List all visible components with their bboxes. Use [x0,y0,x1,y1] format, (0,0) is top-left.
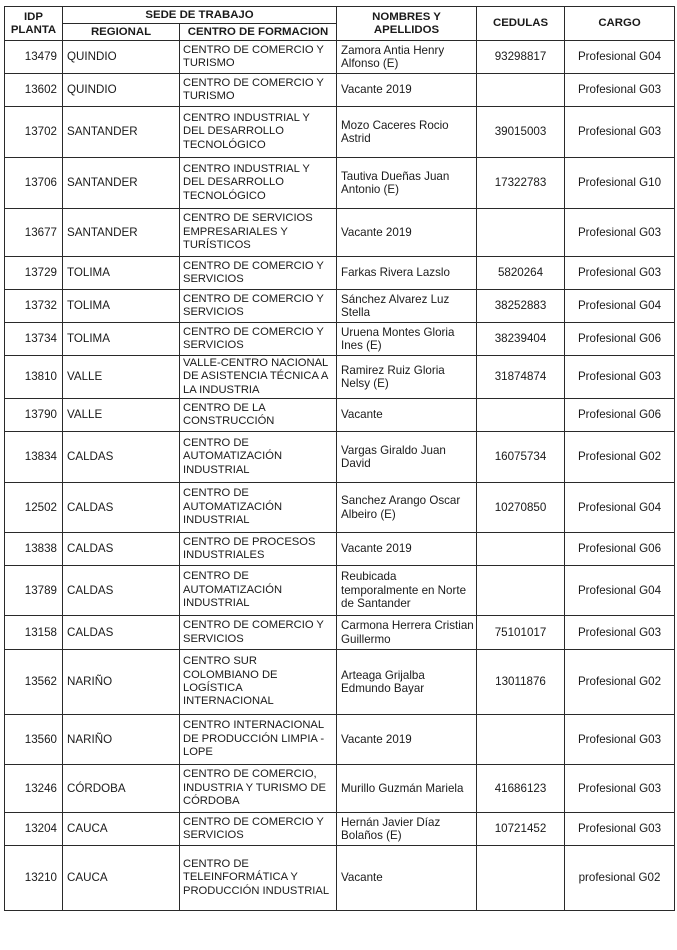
cargo-cell: Profesional G06 [565,323,675,356]
cedula-cell: 10721452 [477,813,565,846]
idp-cell: 13790 [5,399,63,432]
nombre-cell: Vacante 2019 [337,533,477,566]
table-row [5,813,675,846]
idp-cell: 13158 [5,616,63,650]
header-cargo: CARGO [565,7,675,41]
cedula-cell: 10270850 [477,483,565,533]
cargo-cell: Profesional G03 [565,209,675,257]
cargo-cell: Profesional G10 [565,158,675,209]
nombre-cell: Reubicada temporalmente en Norte de Santander [337,566,477,616]
nombre-cell: Zamora Antia Henry Alfonso (E) [337,41,477,74]
table-row [5,650,675,715]
nombre-cell: Uruena Montes Gloria Ines (E) [337,323,477,356]
idp-cell: 13838 [5,533,63,566]
table-row [5,323,675,356]
nombre-cell: Sánchez Alvarez Luz Stella [337,290,477,323]
regional-cell: NARIÑO [63,715,180,765]
header-sede-de-trabajo: SEDE DE TRABAJO [63,7,337,24]
idp-cell: 13834 [5,432,63,483]
cedula-cell: 31874874 [477,356,565,399]
centro-cell: CENTRO DE PROCESOS INDUSTRIALES [180,533,337,566]
cargo-cell: Profesional G06 [565,533,675,566]
cargo-cell: profesional G02 [565,846,675,911]
nombre-cell: Farkas Rivera Lazslo [337,257,477,290]
regional-cell: QUINDIO [63,74,180,107]
table-row [5,257,675,290]
table-row [5,107,675,158]
idp-cell: 13729 [5,257,63,290]
regional-cell: TOLIMA [63,323,180,356]
regional-cell: TOLIMA [63,257,180,290]
cedula-cell [477,846,565,911]
header-cedulas: CEDULAS [477,7,565,41]
cedula-cell [477,566,565,616]
nombre-cell: Sanchez Arango Oscar Albeiro (E) [337,483,477,533]
idp-cell: 13706 [5,158,63,209]
table-row [5,41,675,74]
cedula-cell [477,533,565,566]
cedula-cell: 17322783 [477,158,565,209]
header-regional: REGIONAL [63,24,180,41]
centro-cell: CENTRO DE AUTOMATIZACIÓN INDUSTRIAL [180,432,337,483]
nombre-cell: Vacante 2019 [337,74,477,107]
regional-cell: CALDAS [63,432,180,483]
centro-cell: CENTRO INTERNACIONAL DE PRODUCCIÓN LIMPIA - LOPE [180,715,337,765]
centro-cell: CENTRO DE COMERCIO Y TURISMO [180,41,337,74]
cargo-cell: Profesional G03 [565,74,675,107]
staff-table [4,6,675,911]
cedula-cell: 75101017 [477,616,565,650]
regional-cell: SANTANDER [63,209,180,257]
cargo-cell: Profesional G04 [565,290,675,323]
regional-cell: CALDAS [63,533,180,566]
centro-cell: CENTRO SUR COLOMBIANO DE LOGÍSTICA INTERNACIONAL [180,650,337,715]
centro-cell: CENTRO DE COMERCIO Y SERVICIOS [180,323,337,356]
regional-cell: QUINDIO [63,41,180,74]
cedula-cell: 39015003 [477,107,565,158]
regional-cell: CALDAS [63,483,180,533]
table-row [5,616,675,650]
centro-cell: CENTRO DE COMERCIO Y SERVICIOS [180,616,337,650]
centro-cell: CENTRO DE COMERCIO, INDUSTRIA Y TURISMO DE CÓRDOBA [180,765,337,813]
idp-cell: 13732 [5,290,63,323]
centro-cell: VALLE-CENTRO NACIONAL DE ASISTENCIA TÉCNICA A LA INDUSTRIA [180,356,337,399]
idp-cell: 13702 [5,107,63,158]
nombre-cell: Tautiva Dueñas Juan Antonio (E) [337,158,477,209]
regional-cell: CALDAS [63,616,180,650]
table-row [5,566,675,616]
table-row [5,74,675,107]
cargo-cell: Profesional G03 [565,257,675,290]
regional-cell: CÓRDOBA [63,765,180,813]
cedula-cell: 16075734 [477,432,565,483]
regional-cell: TOLIMA [63,290,180,323]
table-row [5,209,675,257]
cedula-cell [477,399,565,432]
idp-cell: 13204 [5,813,63,846]
centro-cell: CENTRO DE COMERCIO Y SERVICIOS [180,813,337,846]
centro-cell: CENTRO DE AUTOMATIZACIÓN INDUSTRIAL [180,566,337,616]
cedula-cell [477,74,565,107]
centro-cell: CENTRO DE COMERCIO Y TURISMO [180,74,337,107]
cargo-cell: Profesional G03 [565,616,675,650]
idp-cell: 13479 [5,41,63,74]
cargo-cell: Profesional G03 [565,107,675,158]
cargo-cell: Profesional G03 [565,813,675,846]
cedula-cell: 93298817 [477,41,565,74]
header-nombres: NOMBRES Y APELLIDOS [337,7,477,41]
nombre-cell: Vacante [337,846,477,911]
table-row [5,290,675,323]
regional-cell: CALDAS [63,566,180,616]
table-row [5,399,675,432]
nombre-cell: Carmona Herrera Cristian Guillermo [337,616,477,650]
idp-cell: 13677 [5,209,63,257]
centro-cell: CENTRO DE LA CONSTRUCCIÓN [180,399,337,432]
cargo-cell: Profesional G02 [565,432,675,483]
nombre-cell: Mozo Caceres Rocio Astrid [337,107,477,158]
nombre-cell: Arteaga Grijalba Edmundo Bayar [337,650,477,715]
idp-cell: 13810 [5,356,63,399]
cedula-cell: 38239404 [477,323,565,356]
table-row [5,846,675,911]
cedula-cell: 41686123 [477,765,565,813]
regional-cell: CAUCA [63,813,180,846]
idp-cell: 13602 [5,74,63,107]
header-idp-planta: IDP PLANTA [5,7,63,41]
cargo-cell: Profesional G02 [565,650,675,715]
header-centro: CENTRO DE FORMACION [180,24,337,41]
nombre-cell: Vacante [337,399,477,432]
cedula-cell [477,209,565,257]
regional-cell: SANTANDER [63,107,180,158]
cargo-cell: Profesional G04 [565,41,675,74]
table-row [5,432,675,483]
idp-cell: 13562 [5,650,63,715]
regional-cell: VALLE [63,399,180,432]
cargo-cell: Profesional G03 [565,356,675,399]
regional-cell: VALLE [63,356,180,399]
centro-cell: CENTRO INDUSTRIAL Y DEL DESARROLLO TECNOLÓGICO [180,107,337,158]
table-row [5,715,675,765]
cargo-cell: Profesional G06 [565,399,675,432]
regional-cell: CAUCA [63,846,180,911]
centro-cell: CENTRO DE COMERCIO Y SERVICIOS [180,290,337,323]
nombre-cell: Vargas Giraldo Juan David [337,432,477,483]
table-row [5,356,675,399]
idp-cell: 12502 [5,483,63,533]
idp-cell: 13246 [5,765,63,813]
centro-cell: CENTRO DE AUTOMATIZACIÓN INDUSTRIAL [180,483,337,533]
table-row [5,158,675,209]
table-row [5,533,675,566]
nombre-cell: Vacante 2019 [337,209,477,257]
nombre-cell: Ramirez Ruiz Gloria Nelsy (E) [337,356,477,399]
nombre-cell: Hernán Javier Díaz Bolaños (E) [337,813,477,846]
centro-cell: CENTRO INDUSTRIAL Y DEL DESARROLLO TECNOLÓGICO [180,158,337,209]
cedula-cell [477,715,565,765]
centro-cell: CENTRO DE TELEINFORMÁTICA Y PRODUCCIÓN INDUSTRIAL [180,846,337,911]
idp-cell: 13210 [5,846,63,911]
idp-cell: 13789 [5,566,63,616]
nombre-cell: Vacante 2019 [337,715,477,765]
cargo-cell: Profesional G03 [565,765,675,813]
centro-cell: CENTRO DE SERVICIOS EMPRESARIALES Y TURÍSTICOS [180,209,337,257]
cedula-cell: 38252883 [477,290,565,323]
nombre-cell: Murillo Guzmán Mariela [337,765,477,813]
regional-cell: SANTANDER [63,158,180,209]
centro-cell: CENTRO DE COMERCIO Y SERVICIOS [180,257,337,290]
table-row [5,483,675,533]
cargo-cell: Profesional G03 [565,715,675,765]
cedula-cell: 5820264 [477,257,565,290]
regional-cell: NARIÑO [63,650,180,715]
table-row [5,765,675,813]
idp-cell: 13734 [5,323,63,356]
cargo-cell: Profesional G04 [565,483,675,533]
cargo-cell: Profesional G04 [565,566,675,616]
cedula-cell: 13011876 [477,650,565,715]
idp-cell: 13560 [5,715,63,765]
